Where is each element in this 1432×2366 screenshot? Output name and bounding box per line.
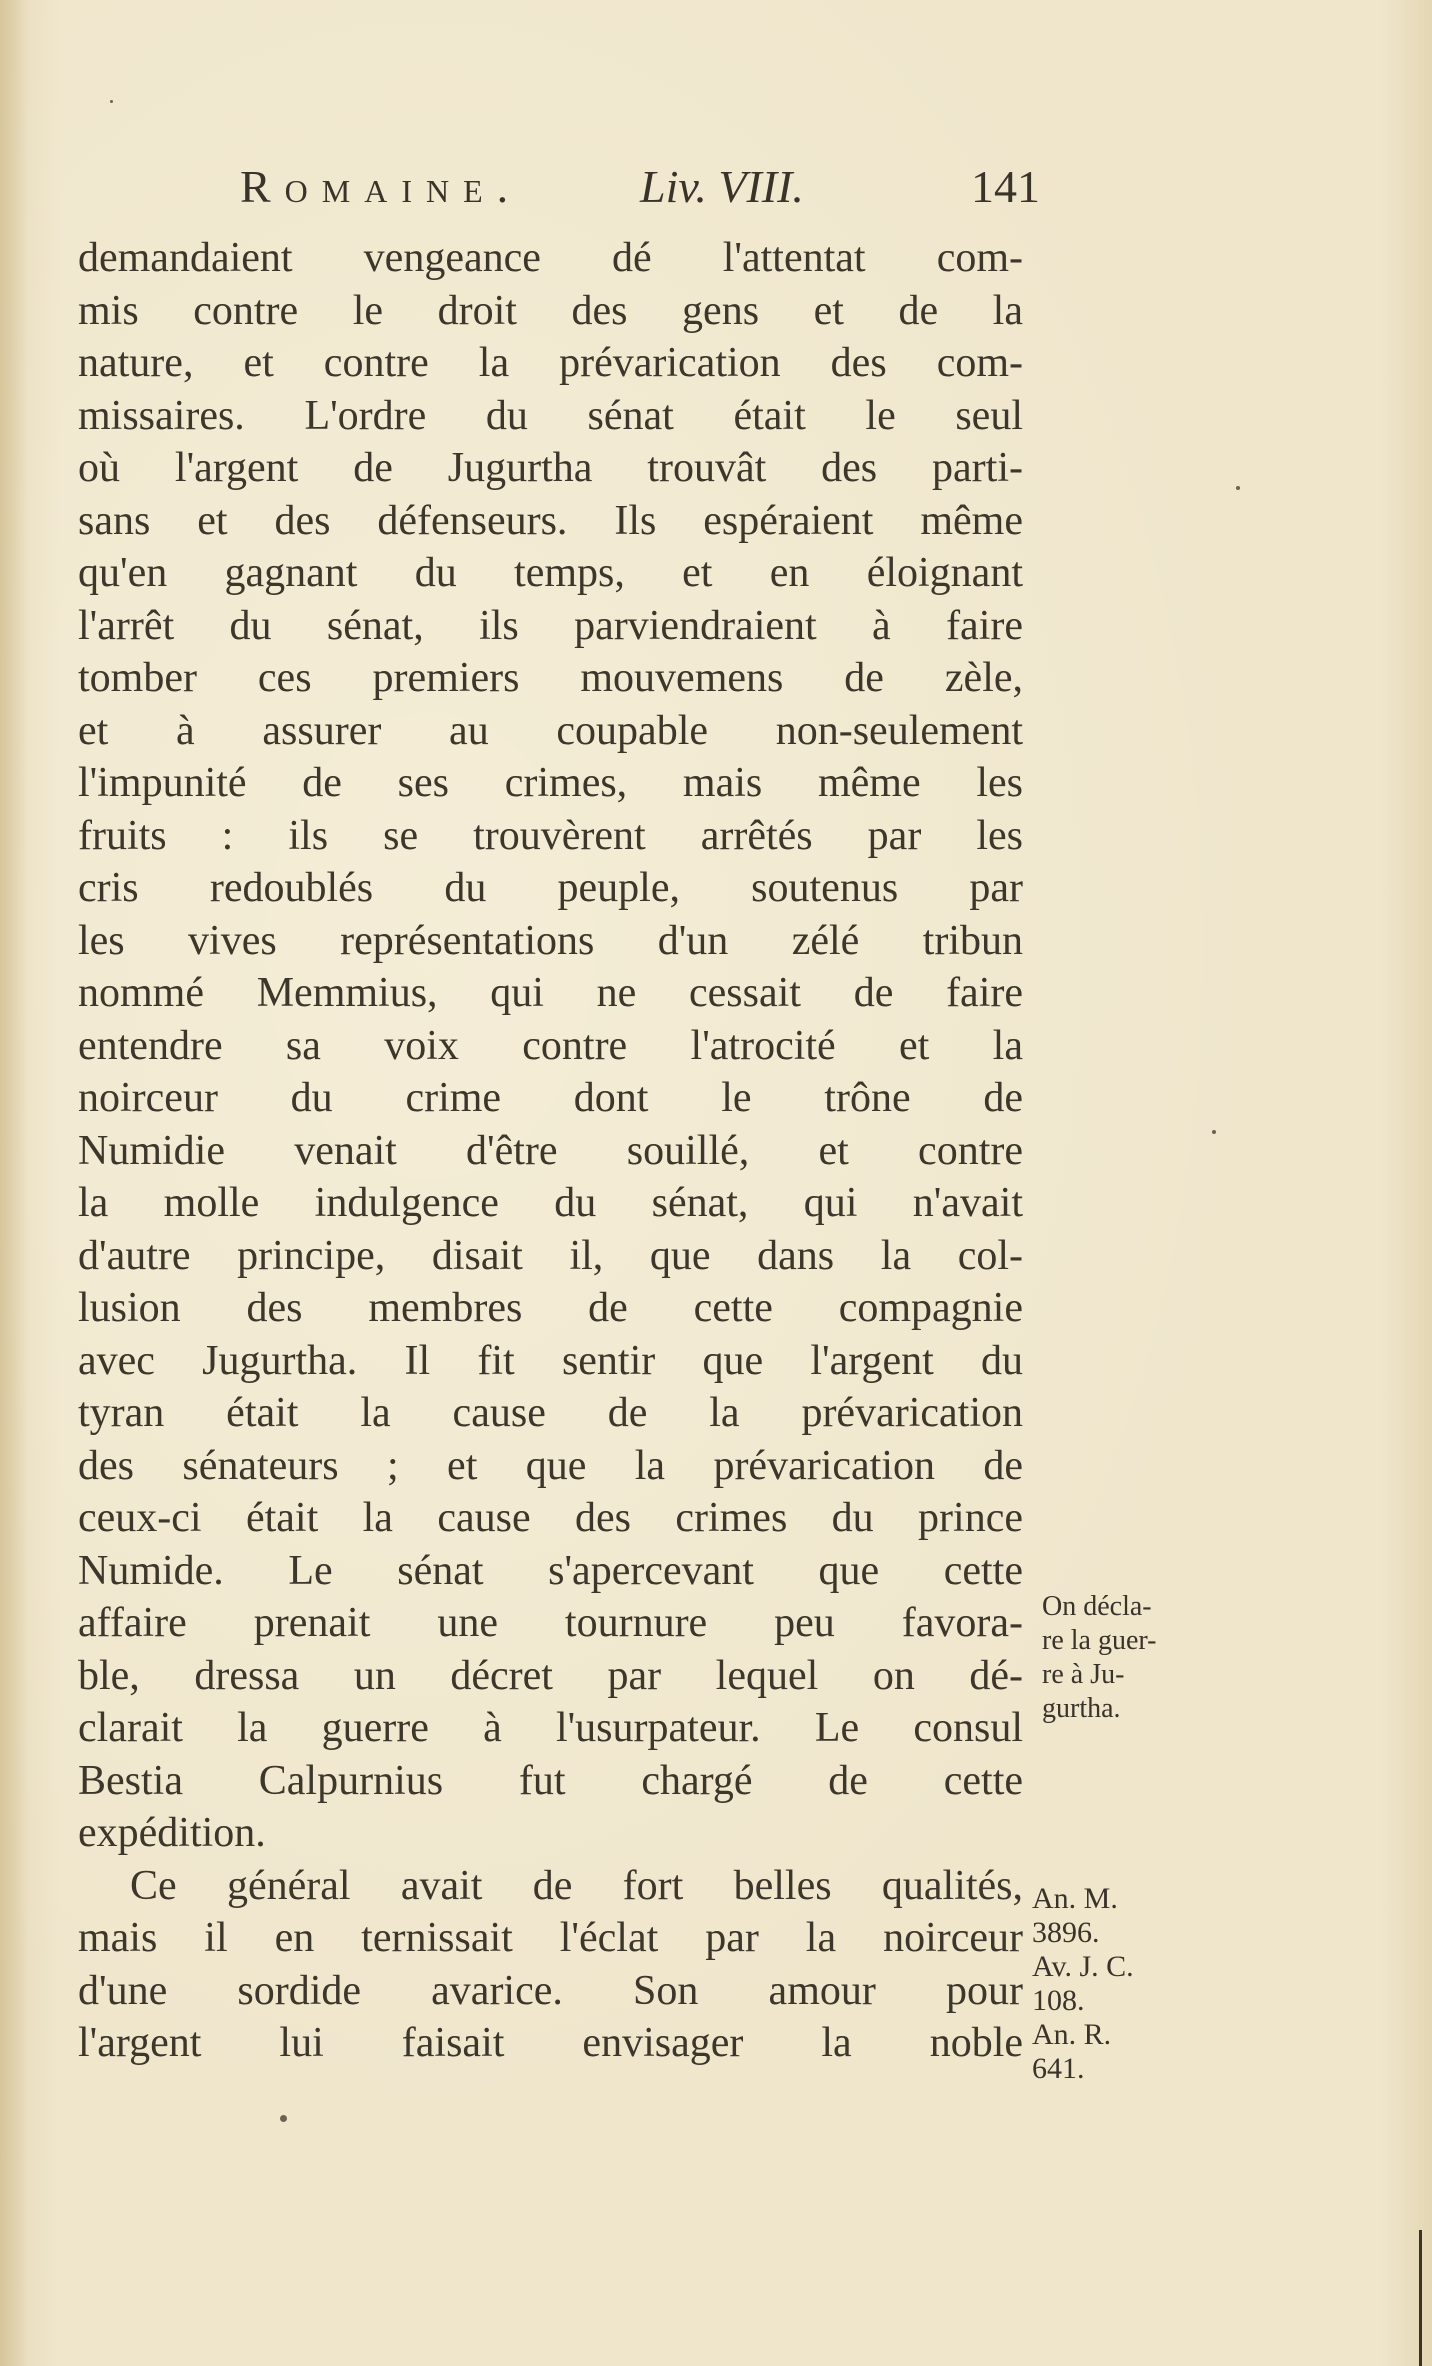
text-line: les vives représentations d'un zélé tribun — [78, 917, 1023, 964]
text-line: tyran était la cause de la prévarication — [78, 1390, 1023, 1436]
text-line: Numide. Le sénat s'apercevant que cette — [78, 1547, 1023, 1594]
running-head-title: Romaine. — [240, 161, 523, 212]
text-line: fruits : ils se trouvèrent arrêtés par les — [78, 812, 1023, 859]
text-line: sans et des défenseurs. Ils espéraient même — [78, 497, 1023, 544]
text-line: l'argent lui faisait envisager la noble — [78, 2020, 1023, 2066]
text-line: ble, dressa un décret par lequel on dé- — [78, 1652, 1023, 1699]
text-line: Bestia Calpurnius fut chargé de cette — [78, 1757, 1023, 1804]
text-line: des sénateurs ; et que la prévarication de — [78, 1442, 1023, 1489]
text-line: l'arrêt du sénat, ils parviendraient à faire — [78, 602, 1023, 649]
text-line: expédition. — [78, 1810, 266, 1856]
margin-note-line: An. M. — [1032, 1882, 1118, 1915]
text-line: demandaient vengeance dé l'attentat com- — [78, 235, 1023, 281]
body-text — [78, 232, 1023, 2070]
margin-note-line: An. R. — [1032, 2018, 1112, 2051]
text-line: Numidie venait d'être souillé, et contre — [78, 1127, 1023, 1174]
margin-note-dates — [1032, 1882, 1232, 2086]
text-line: qu'en gagnant du temps, et en éloignant — [78, 550, 1023, 596]
margin-note-line: Av. J. C. — [1032, 1950, 1134, 1983]
margin-note-line: 108. — [1032, 1984, 1085, 2017]
text-line: mis contre le droit des gens et de la — [78, 287, 1023, 334]
ink-speck — [110, 100, 113, 103]
text-line: affaire prenait une tournure peu favora- — [78, 1600, 1023, 1646]
text-line: l'impunité de ses crimes, mais même les — [78, 760, 1023, 806]
text-line-paragraph-start: Ce général avait de fort belles qualités, — [130, 1862, 1023, 1909]
text-line: lusion des membres de cette compagnie — [78, 1285, 1023, 1331]
text-line: ceux-ci était la cause des crimes du prince — [78, 1495, 1023, 1541]
text-line: missaires. L'ordre du sénat était le seul — [78, 392, 1023, 439]
text-line: et à assurer au coupable non-seulement — [78, 707, 1023, 754]
text-line: entendre sa voix contre l'atrocité et la — [78, 1022, 1023, 1069]
text-line: avec Jugurtha. Il fit sentir que l'argent du — [78, 1337, 1023, 1384]
text-line: nommé Memmius, qui ne cessait de faire — [78, 970, 1023, 1016]
margin-note-line: On décla- — [1042, 1591, 1152, 1622]
margin-note-line: gurtha. — [1042, 1693, 1121, 1724]
running-head-book: Liv. VIII. — [640, 161, 804, 212]
margin-note-war-declared — [1042, 1590, 1232, 1726]
text-line: cris redoublés du peuple, soutenus par — [78, 865, 1023, 911]
text-line: d'autre principe, disait il, que dans la col- — [78, 1232, 1023, 1279]
text-line: mais il en ternissait l'éclat par la noirceur — [78, 1915, 1023, 1961]
text-line: nature, et contre la prévarication des com- — [78, 340, 1023, 386]
running-head — [240, 160, 1040, 220]
page-gutter-shadow — [0, 0, 28, 2366]
ink-speck — [1212, 1130, 1216, 1134]
text-line: d'une sordide avarice. Son amour pour — [78, 1967, 1023, 2014]
ink-speck — [280, 2115, 287, 2122]
text-line: tomber ces premiers mouvemens de zèle, — [78, 655, 1023, 701]
margin-note-line: re à Ju- — [1042, 1659, 1125, 1690]
text-line: clarait la guerre à l'usurpateur. Le consul — [78, 1705, 1023, 1751]
page-number: 141 — [971, 161, 1040, 212]
page-edge-line — [1419, 2230, 1422, 2366]
text-line: noirceur du crime dont le trône de — [78, 1075, 1023, 1121]
text-line: la molle indulgence du sénat, qui n'avait — [78, 1180, 1023, 1226]
margin-note-line: 3896. — [1032, 1916, 1100, 1949]
ink-speck — [1236, 486, 1240, 490]
margin-note-line: re la guer- — [1042, 1625, 1157, 1656]
text-line: où l'argent de Jugurtha trouvât des parti- — [78, 445, 1023, 491]
margin-note-line: 641. — [1032, 2052, 1085, 2085]
